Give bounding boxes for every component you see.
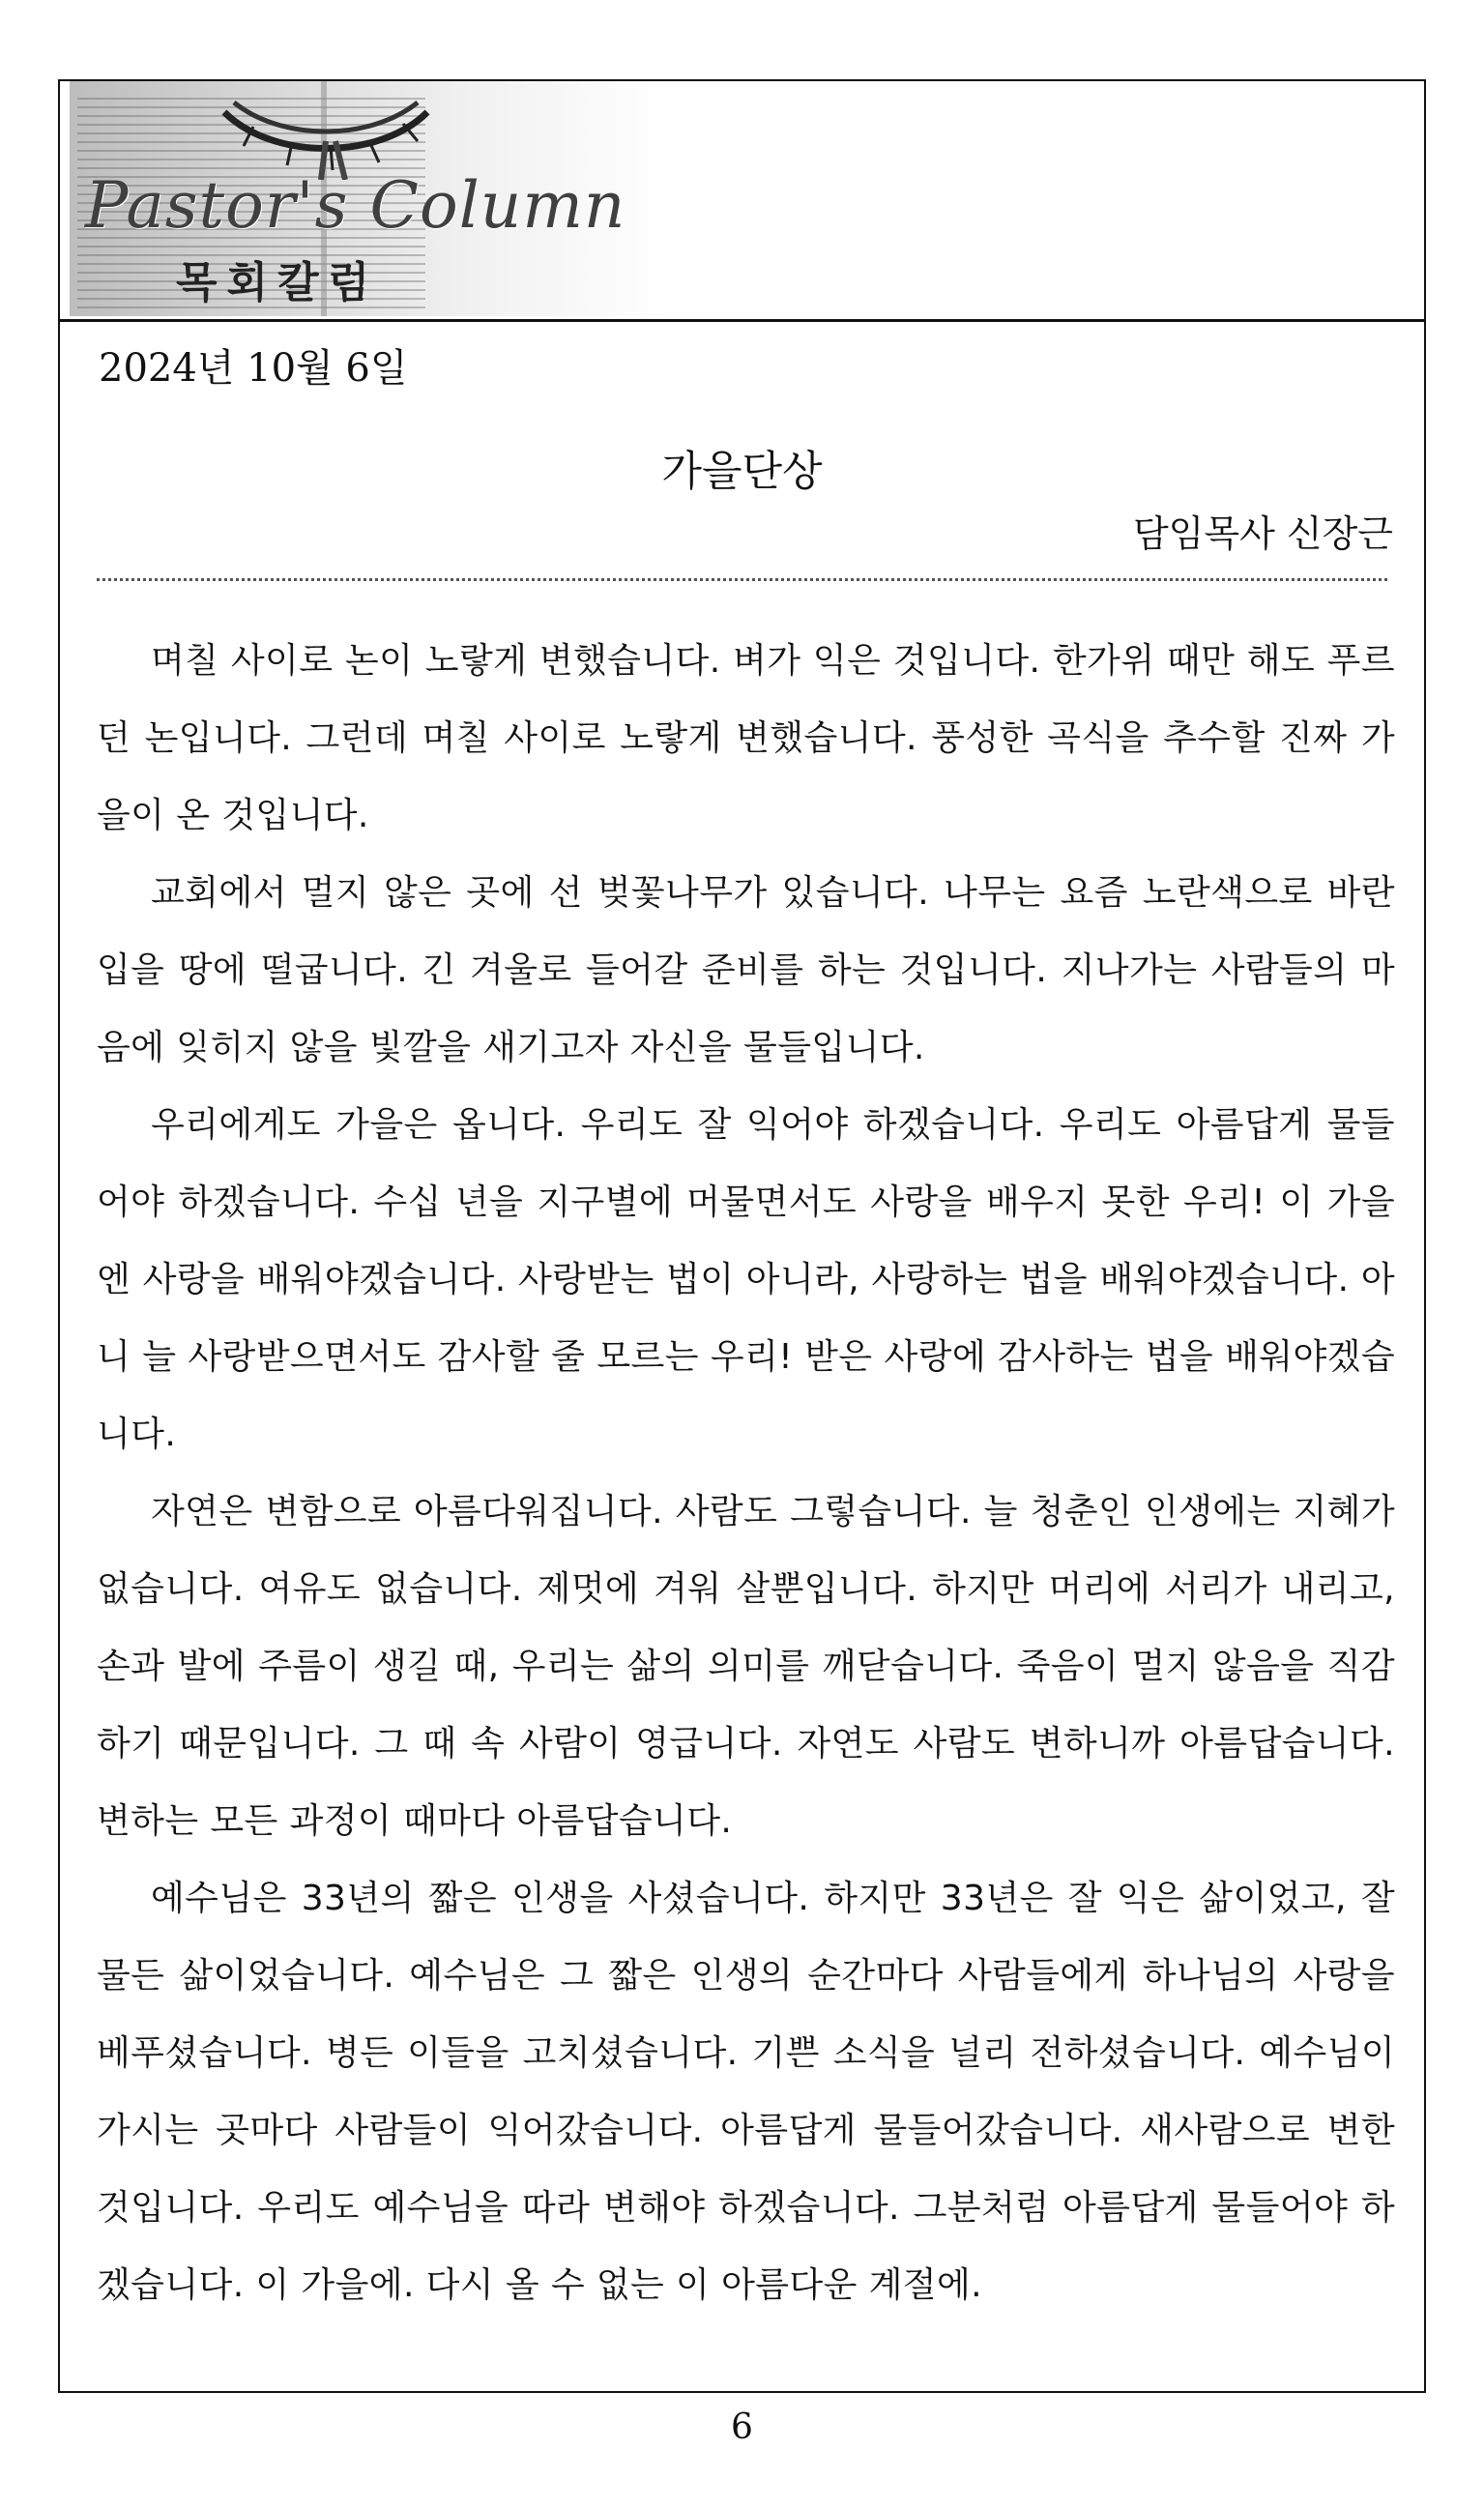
paragraph: 교회에서 멀지 않은 곳에 선 벚꽃나무가 있습니다. 나무는 요즘 노란색으로 바란 입을 땅에 떨굽니다. 긴 겨울로 들어갈 준비를 하는 것입니다. 지나가는 사람들의 마음에 잊히지 않을 빛깔을 새기고자 자신을 물들입니다.: [97, 873, 1395, 1067]
crown-of-thorns-icon: [215, 81, 437, 180]
column-author: 담임목사 신장근: [1132, 512, 1393, 555]
paragraph: 예수님은 33년의 짧은 인생을 사셨습니다. 하지만 33년은 잘 익은 삶이었고, 잘 물든 삶이었습니다. 예수님은 그 짧은 인생의 순간마다 사람들에게 하나님의 사랑을 베푸셨습니다. 병든 이들을 고치셨습니다. 기쁜 소식을 널리 전하셨습니다. 예수님이 가시는 곳마다 사람들이 익어갔습니다. 아름답게 물들어갔습니다. 새사람으로 변한 것입니다. 우리도 예수님을 따라 변해야 하겠습니다. 그분처럼 아름답게 물들어야 하겠습니다. 이 가을에. 다시 올 수 없는 이 아름다운 계절에.: [97, 1879, 1395, 2305]
column-date: 2024년 10월 6일: [99, 346, 408, 391]
column-body: [97, 623, 1395, 2324]
column-header: [60, 81, 1424, 322]
dotted-divider: [97, 578, 1387, 581]
column-title: 가을단상: [661, 448, 823, 496]
paragraph: 우리에게도 가을은 옵니다. 우리도 잘 익어야 하겠습니다. 우리도 아름답게 물들어야 하겠습니다. 수십 년을 지구별에 머물면서도 사랑을 배우지 못한 우리! 이 가을엔 사랑을 배워야겠습니다. 사랑받는 법이 아니라, 사랑하는 법을 배워야겠습니다. 아니 늘 사랑받으면서도 감사할 줄 모르는 우리! 받은 사랑에 감사하는 법을 배워야겠습니다.: [97, 1105, 1395, 1454]
page-number: 6: [731, 2407, 753, 2447]
pastors-column-banner: [70, 81, 669, 316]
paragraph: 며칠 사이로 논이 노랗게 변했습니다. 벼가 익은 것입니다. 한가위 때만 해도 푸르던 논입니다. 그런데 며칠 사이로 노랗게 변했습니다. 풍성한 곡식을 추수할 진짜 가을이 온 것입니다.: [97, 641, 1395, 835]
column-frame: [58, 79, 1426, 2393]
banner-subtitle: 목회칼럼: [176, 258, 380, 307]
paragraph: 자연은 변함으로 아름다워집니다. 사람도 그렇습니다. 늘 청춘인 인생에는 지혜가 없습니다. 여유도 없습니다. 제멋에 겨워 살뿐입니다. 하지만 머리에 서리가 내리고, 손과 발에 주름이 생길 때, 우리는 삶의 의미를 깨닫습니다. 죽음이 멀지 않음을 직감하기 때문입니다. 그 때 속 사람이 영급니다. 자연도 사람도 변하니까 아름답습니다. 변하는 모든 과정이 때마다 아름답습니다.: [97, 1492, 1395, 1841]
banner-title: Pastor's Column: [85, 168, 626, 243]
